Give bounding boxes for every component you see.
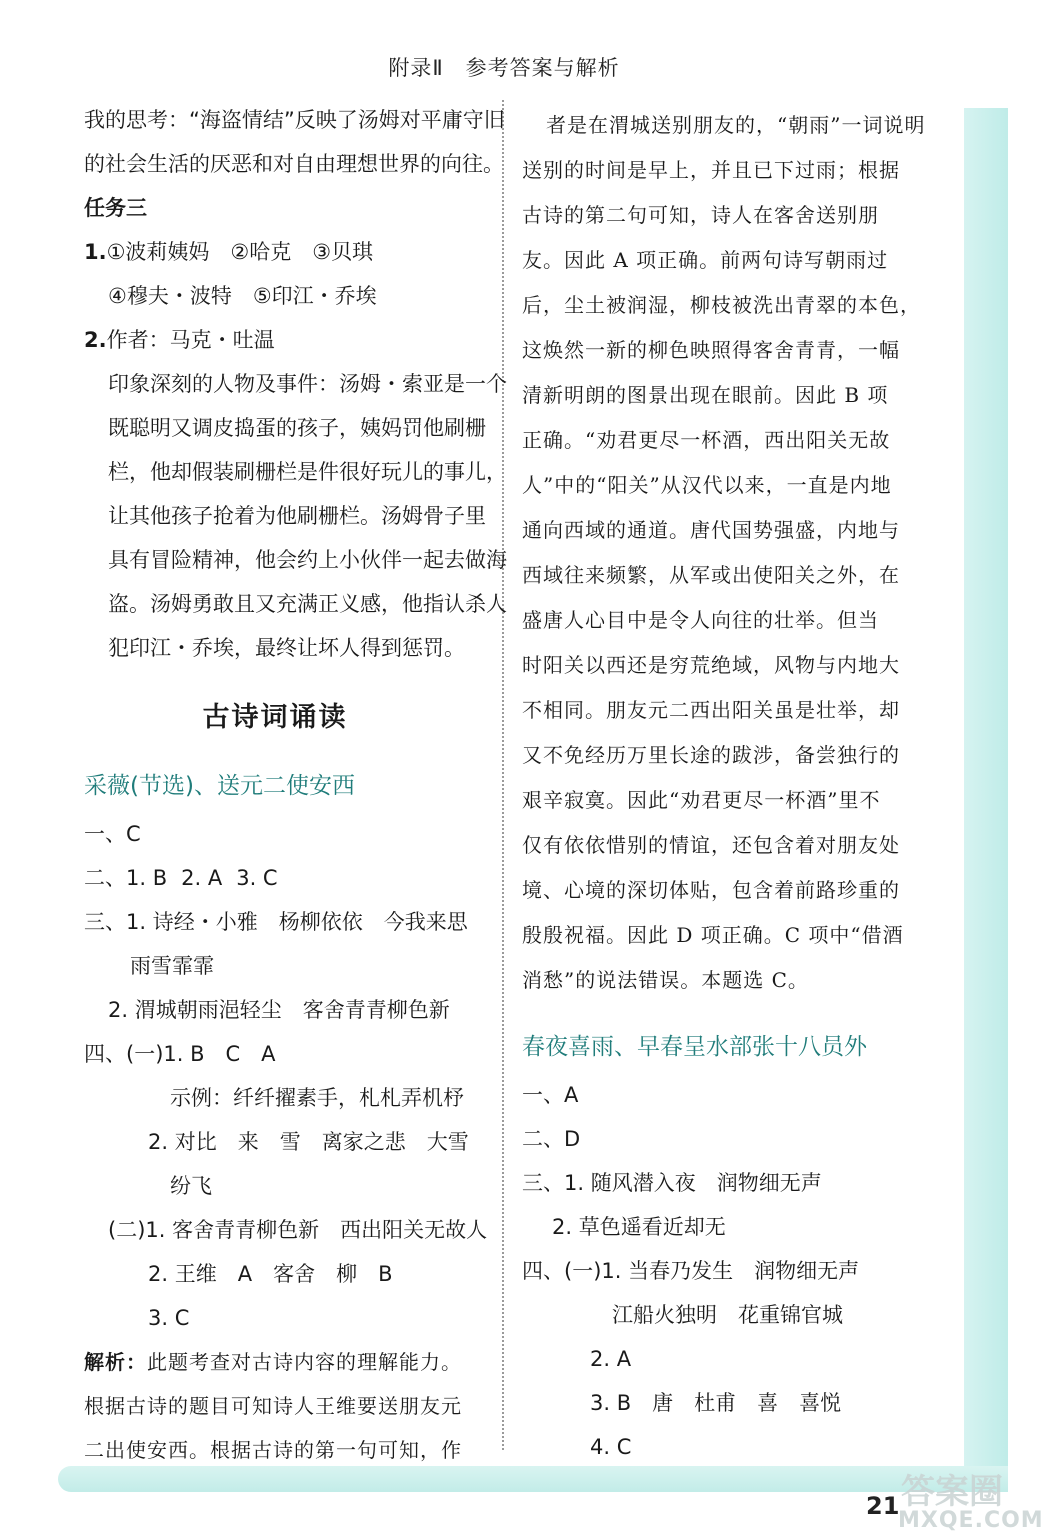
answer-line: 三、1. 随风潜入夜 润物细无声 <box>522 1171 822 1195</box>
task-heading: 任务三 <box>84 196 147 220</box>
answer-line <box>84 856 486 900</box>
answer-item: 3. C <box>236 866 278 890</box>
text-line: 盗。汤姆勇敢且又充满正义感，他指认杀人 <box>108 592 507 616</box>
text-line: 具有冒险精神，他会约上小伙伴一起去做海 <box>108 548 507 572</box>
left-column <box>84 98 507 1472</box>
analysis-text: 此题考查对古诗内容的理解能力。 <box>147 1350 462 1374</box>
analysis-line: 人”中的“阳关”从汉代以来，一直是内地 <box>522 473 892 497</box>
text-line: 让其他孩子抢着为他刷栅栏。汤姆骨子里 <box>108 504 486 528</box>
question-number: 1. <box>84 240 107 264</box>
analysis-line: 境、心境的深切体贴，包含着前路珍重的 <box>522 878 900 902</box>
analysis-label: 解析： <box>84 1350 147 1374</box>
answer-line: 纷飞 <box>170 1174 212 1198</box>
answer-line: 3. B 唐 杜甫 喜 喜悦 <box>590 1391 842 1415</box>
answer-line: 雨雪霏霏 <box>130 954 214 978</box>
section-title: 古诗词诵读 <box>202 702 348 733</box>
answer-line <box>84 318 486 362</box>
analysis-line: 正确。“劝君更尽一杯酒，西出阳关无故 <box>522 428 891 452</box>
answer-prefix: 二、 <box>84 866 126 890</box>
answer-item: 1. B <box>126 866 168 890</box>
text-line: 犯印江・乔埃，最终让坏人得到惩罚。 <box>108 636 465 660</box>
answer-line: 二、D <box>522 1127 581 1151</box>
analysis-line: 仅有依依惜别的情谊，还包含着对朋友处 <box>522 833 900 857</box>
answer-line: 4. C <box>590 1435 632 1459</box>
text-line: 的社会生活的厌恶和对自由理想世界的向往。 <box>84 152 504 176</box>
header-appendix: 附录Ⅱ <box>388 56 444 80</box>
answer-prefix: 四、(一) <box>84 1042 164 1066</box>
analysis-line: 殷殷祝福。因此 D 项正确。C 项中“借酒 <box>522 923 904 947</box>
analysis-line: 西域往来频繁，从军或出使阳关之外，在 <box>522 563 900 587</box>
answer-line: 2. 对比 来 雪 离家之悲 大雪 <box>148 1130 469 1154</box>
answer-line: 四、(一)1. 当春乃发生 润物细无声 <box>522 1259 860 1283</box>
answer-line: 示例：纤纤擢素手，札札弄机杼 <box>170 1086 464 1110</box>
text-line: 栏，他却假装刷栅栏是件很好玩儿的事儿， <box>108 460 507 484</box>
answer-line: (二)1. 客舍青青柳色新 西出阳关无故人 <box>108 1218 488 1242</box>
text-line: 我的思考：“海盗情结”反映了汤姆对平庸守旧 <box>84 108 505 132</box>
text-line: 印象深刻的人物及事件：汤姆・索亚是一个 <box>108 372 507 396</box>
answer-line: 2. A <box>590 1347 632 1371</box>
analysis-line: 友。因此 A 项正确。前两句诗写朝雨过 <box>522 248 889 272</box>
analysis-line: 通向西域的通道。唐代国势强盛，内地与 <box>522 518 900 542</box>
answer-text: 1. B C A <box>163 1042 276 1066</box>
watermark-logo <box>898 1472 1044 1534</box>
answer-item: 2. A <box>181 866 223 890</box>
analysis-line: 又不免经历万里长途的跋涉，备尝独行的 <box>522 743 900 767</box>
analysis-line: 根据古诗的题目可知诗人王维要送朋友元 <box>84 1394 462 1418</box>
analysis-line: 不相同。朋友元二西出阳关虽是壮举，却 <box>522 698 900 722</box>
header-title: 参考答案与解析 <box>465 56 620 80</box>
analysis-line: 艰辛寂寞。因此“劝君更尽一杯酒”里不 <box>522 788 881 812</box>
analysis-line: 盛唐人心目中是令人向往的壮举。但当 <box>522 608 879 632</box>
answer-line: 一、A <box>522 1083 579 1107</box>
analysis-line: 后，尘土被润湿，柳枝被洗出青翠的本色， <box>522 293 921 317</box>
text-line: 既聪明又调皮捣蛋的孩子，姨妈罚他刷栅 <box>108 416 486 440</box>
answer-text: ①波莉姨妈 ②哈克 ③贝琪 <box>106 240 374 264</box>
analysis-line: 者是在渭城送别朋友的，“朝雨”一词说明 <box>546 113 926 137</box>
column-divider <box>502 100 504 1450</box>
answer-text: 作者：马克・吐温 <box>106 328 275 352</box>
side-decor-band <box>964 108 1008 1476</box>
answer-line: 3. C <box>148 1306 190 1330</box>
analysis-line: 二出使安西。根据古诗的第一句可知，作 <box>84 1438 462 1462</box>
analysis-line: 时阳关以西还是穷荒绝域，风物与内地大 <box>522 653 900 677</box>
poem-title: 春夜喜雨、早春呈水部张十八员外 <box>522 1034 867 1060</box>
watermark-text: 答案圈 <box>901 1472 1003 1512</box>
page-header <box>0 52 1008 82</box>
answer-line: 一、C <box>84 822 141 846</box>
analysis-line <box>84 1340 486 1384</box>
analysis-line: 送别的时间是早上，并且已下过雨；根据 <box>522 158 900 182</box>
answer-line <box>84 230 486 274</box>
question-number: 2. <box>84 328 107 352</box>
analysis-line: 清新明朗的图景出现在眼前。因此 B 项 <box>522 383 889 407</box>
analysis-line: 消愁”的说法错误。本题选 C。 <box>522 968 809 992</box>
answer-line: 2. 渭城朝雨浥轻尘 客舍青青柳色新 <box>108 998 450 1022</box>
analysis-line: 古诗的第二句可知，诗人在客舍送别朋 <box>522 203 879 227</box>
analysis-line: 这焕然一新的柳色映照得客舍青青，一幅 <box>522 338 900 362</box>
poem-title: 采薇(节选)、送元二使安西 <box>84 773 355 799</box>
answer-line: 2. 王维 A 客舍 柳 B <box>148 1262 393 1286</box>
answer-line: 2. 草色遥看近却无 <box>552 1215 726 1239</box>
answer-line: ④穆夫・波特 ⑤印江・乔埃 <box>108 284 377 308</box>
answer-prefix: 三、 <box>84 910 126 934</box>
watermark-url: MXQE.COM <box>898 1508 1044 1533</box>
page-number: 21 <box>866 1492 900 1520</box>
right-column <box>522 103 926 1469</box>
answer-line: 江船火独明 花重锦官城 <box>612 1303 843 1327</box>
answer-text: 1. 诗经・小雅 杨柳依依 今我来思 <box>126 910 468 934</box>
